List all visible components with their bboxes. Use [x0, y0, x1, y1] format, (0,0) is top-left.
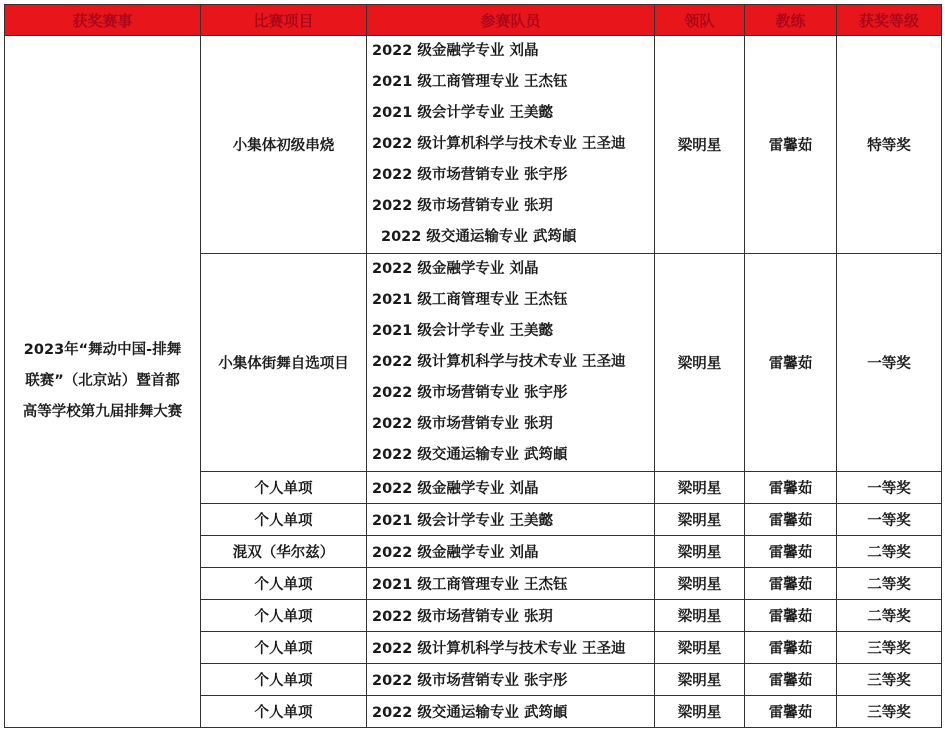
project-cell: 个人单项	[201, 632, 367, 664]
project-cell: 个人单项	[201, 504, 367, 536]
coach-cell: 雷馨茹	[745, 536, 837, 568]
members-cell: 2022 级市场营销专业 张宇彤	[367, 664, 655, 696]
award-cell: 三等奖	[837, 632, 942, 664]
member-line: 2022 级交通运输专业 武筠頔	[372, 447, 568, 463]
members-cell: 2022 级金融学专业 刘晶	[367, 472, 655, 504]
leader-cell: 梁明星	[655, 504, 745, 536]
award-cell: 特等奖	[837, 36, 942, 254]
award-cell: 一等奖	[837, 504, 942, 536]
members-cell	[367, 36, 655, 254]
members-cell: 2021 级会计学专业 王美懿	[367, 504, 655, 536]
member-line: 2022 级市场营销专业 张宇彤	[372, 385, 568, 401]
header-award: 获奖等级	[837, 5, 942, 36]
coach-cell: 雷馨茹	[745, 36, 837, 254]
project-cell: 个人单项	[201, 664, 367, 696]
leader-cell: 梁明星	[655, 664, 745, 696]
coach-cell: 雷馨茹	[745, 504, 837, 536]
members-cell: 2022 级市场营销专业 张玥	[367, 600, 655, 632]
members-cell: 2022 级计算机科学与技术专业 王圣迪	[367, 632, 655, 664]
member-line: 2022 级金融学专业 刘晶	[372, 43, 539, 59]
award-cell: 一等奖	[837, 254, 942, 472]
project-cell: 个人单项	[201, 600, 367, 632]
leader-cell: 梁明星	[655, 36, 745, 254]
project-cell: 个人单项	[201, 472, 367, 504]
event-name-line: 2023年“舞动中国-排舞	[23, 342, 182, 358]
award-cell: 二等奖	[837, 600, 942, 632]
member-line: 2022 级金融学专业 刘晶	[372, 261, 539, 277]
project-cell: 个人单项	[201, 696, 367, 728]
coach-cell: 雷馨茹	[745, 664, 837, 696]
header-row	[5, 5, 942, 36]
member-line: 2021 级工商管理专业 王杰钰	[372, 292, 568, 308]
member-line: 2021 级会计学专业 王美懿	[372, 105, 553, 121]
header-coach: 教练	[745, 5, 837, 36]
project-cell: 小集体街舞自选项目	[201, 254, 367, 472]
event-name-cell	[5, 36, 201, 728]
members-cell	[367, 254, 655, 472]
header-members: 参赛队员	[367, 5, 655, 36]
award-cell: 三等奖	[837, 664, 942, 696]
event-name-line: 联赛”（北京站）暨首都	[25, 373, 180, 389]
member-line: 2021 级会计学专业 王美懿	[372, 323, 553, 339]
coach-cell: 雷馨茹	[745, 696, 837, 728]
leader-cell: 梁明星	[655, 536, 745, 568]
award-cell: 一等奖	[837, 472, 942, 504]
members-cell: 2022 级交通运输专业 武筠頔	[367, 696, 655, 728]
award-cell: 二等奖	[837, 536, 942, 568]
project-cell: 个人单项	[201, 568, 367, 600]
header-leader: 领队	[655, 5, 745, 36]
awards-table	[4, 4, 942, 728]
member-line: 2022 级市场营销专业 张玥	[372, 198, 553, 214]
member-line: 2021 级工商管理专业 王杰钰	[372, 74, 568, 90]
award-cell: 三等奖	[837, 696, 942, 728]
members-cell: 2022 级金融学专业 刘晶	[367, 536, 655, 568]
project-cell: 小集体初级串烧	[201, 36, 367, 254]
leader-cell: 梁明星	[655, 472, 745, 504]
leader-cell: 梁明星	[655, 632, 745, 664]
event-name-line: 高等学校第九届排舞大赛	[22, 404, 183, 420]
header-event: 获奖赛事	[5, 5, 201, 36]
header-project: 比赛项目	[201, 5, 367, 36]
member-line: 2022 级交通运输专业 武筠頔	[381, 229, 577, 245]
members-cell: 2021 级工商管理专业 王杰钰	[367, 568, 655, 600]
coach-cell: 雷馨茹	[745, 254, 837, 472]
coach-cell: 雷馨茹	[745, 600, 837, 632]
member-line: 2022 级计算机科学与技术专业 王圣迪	[372, 354, 626, 370]
coach-cell: 雷馨茹	[745, 472, 837, 504]
coach-cell: 雷馨茹	[745, 632, 837, 664]
project-cell: 混双（华尔兹）	[201, 536, 367, 568]
leader-cell: 梁明星	[655, 600, 745, 632]
member-line: 2022 级市场营销专业 张玥	[372, 416, 553, 432]
coach-cell: 雷馨茹	[745, 568, 837, 600]
member-line: 2022 级市场营销专业 张宇彤	[372, 167, 568, 183]
leader-cell: 梁明星	[655, 254, 745, 472]
award-cell: 二等奖	[837, 568, 942, 600]
member-line: 2022 级计算机科学与技术专业 王圣迪	[372, 136, 626, 152]
leader-cell: 梁明星	[655, 568, 745, 600]
leader-cell: 梁明星	[655, 696, 745, 728]
table-row	[5, 36, 942, 254]
